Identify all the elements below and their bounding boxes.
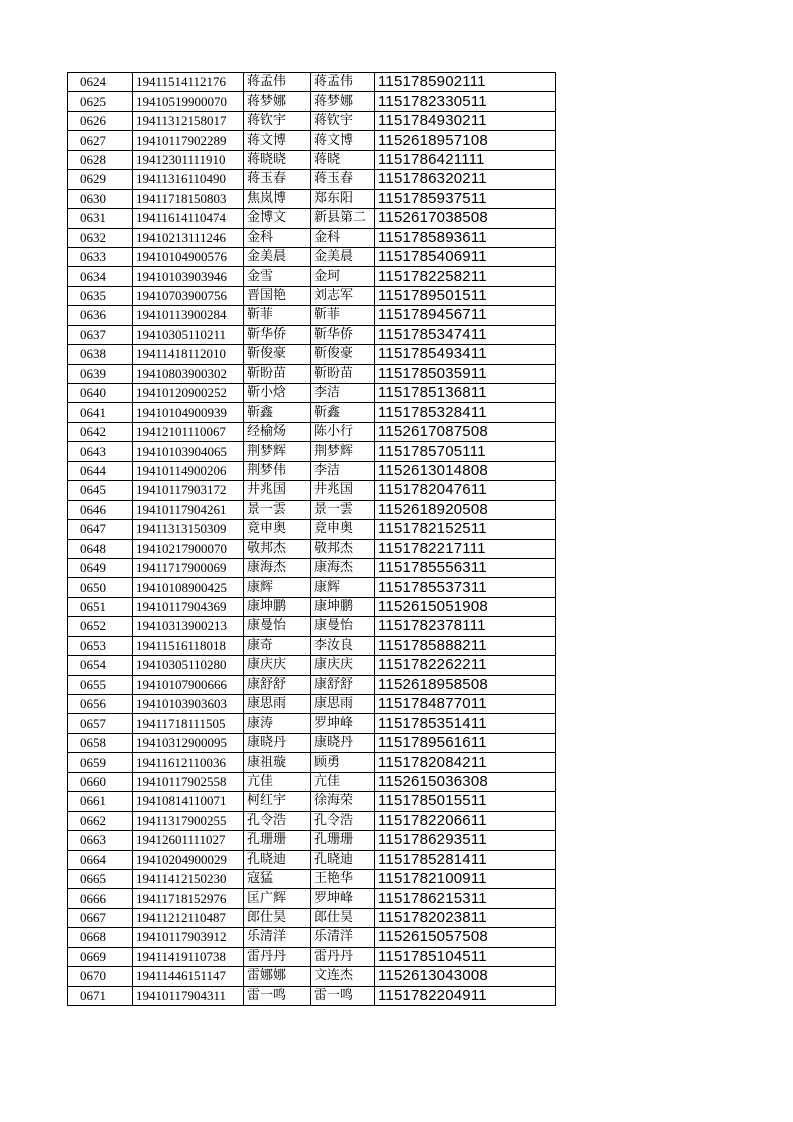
table-row (68, 539, 556, 558)
exam-id-cell: 19411614110474 (133, 209, 244, 228)
exam-id-cell: 19411212110487 (133, 908, 244, 927)
table-row (68, 306, 556, 325)
table-row (68, 597, 556, 616)
contact-name-cell: 文连杰 (311, 967, 375, 986)
account-code-cell: 1152618958508 (375, 675, 556, 694)
student-name-cell: 康晓丹 (244, 733, 311, 752)
contact-name-cell: 蒋钦宇 (311, 111, 375, 130)
exam-id-cell: 19410117904369 (133, 597, 244, 616)
serial-number-cell: 0636 (68, 306, 133, 325)
student-name-cell: 康辉 (244, 578, 311, 597)
table-row (68, 73, 556, 92)
account-code-cell: 1151782152511 (375, 520, 556, 539)
account-code-cell: 1152615057508 (375, 928, 556, 947)
student-name-cell: 康坤鹏 (244, 597, 311, 616)
exam-id-cell: 19410103904065 (133, 442, 244, 461)
student-name-cell: 金雪 (244, 267, 311, 286)
exam-id-cell: 19410104900939 (133, 403, 244, 422)
contact-name-cell: 景一雲 (311, 500, 375, 519)
serial-number-cell: 0625 (68, 92, 133, 111)
student-name-cell: 雷娜娜 (244, 967, 311, 986)
serial-number-cell: 0665 (68, 869, 133, 888)
serial-number-cell: 0631 (68, 209, 133, 228)
account-code-cell: 1152618920508 (375, 500, 556, 519)
table-row (68, 150, 556, 169)
serial-number-cell: 0664 (68, 850, 133, 869)
exam-id-cell: 19410117904261 (133, 500, 244, 519)
exam-id-cell: 19410313900213 (133, 617, 244, 636)
student-name-cell: 孔令浩 (244, 811, 311, 830)
student-name-cell: 乐清洋 (244, 928, 311, 947)
serial-number-cell: 0669 (68, 947, 133, 966)
student-name-cell: 柯红宇 (244, 792, 311, 811)
serial-number-cell: 0642 (68, 422, 133, 441)
exam-id-cell: 19410103903946 (133, 267, 244, 286)
student-name-cell: 孔珊珊 (244, 831, 311, 850)
serial-number-cell: 0649 (68, 558, 133, 577)
table-row (68, 209, 556, 228)
exam-id-cell: 19411718150803 (133, 189, 244, 208)
contact-name-cell: 孔令浩 (311, 811, 375, 830)
account-code-cell: 1151785035911 (375, 364, 556, 383)
exam-id-cell: 19411418112010 (133, 345, 244, 364)
serial-number-cell: 0652 (68, 617, 133, 636)
student-name-cell: 靳华侨 (244, 325, 311, 344)
account-code-cell: 1151786320211 (375, 170, 556, 189)
table-row (68, 636, 556, 655)
account-code-cell: 1151785556311 (375, 558, 556, 577)
table-row (68, 520, 556, 539)
student-name-cell: 井兆国 (244, 481, 311, 500)
contact-name-cell: 罗坤峰 (311, 889, 375, 908)
student-name-cell: 景一雲 (244, 500, 311, 519)
table-row (68, 422, 556, 441)
serial-number-cell: 0668 (68, 928, 133, 947)
student-name-cell: 康奇 (244, 636, 311, 655)
table-row (68, 92, 556, 111)
table-row (68, 617, 556, 636)
contact-name-cell: 乐清洋 (311, 928, 375, 947)
student-name-cell: 经榆炀 (244, 422, 311, 441)
serial-number-cell: 0656 (68, 695, 133, 714)
table-row (68, 364, 556, 383)
student-name-cell: 荆梦辉 (244, 442, 311, 461)
account-code-cell: 1151785281411 (375, 850, 556, 869)
exam-id-cell: 19411419110738 (133, 947, 244, 966)
table-row (68, 247, 556, 266)
table-row (68, 481, 556, 500)
exam-id-cell: 19410107900666 (133, 675, 244, 694)
contact-name-cell: 雷丹丹 (311, 947, 375, 966)
exam-id-cell: 19412101110067 (133, 422, 244, 441)
contact-name-cell: 亢佳 (311, 772, 375, 791)
table-row (68, 189, 556, 208)
contact-name-cell: 金科 (311, 228, 375, 247)
exam-id-cell: 19410117903172 (133, 481, 244, 500)
exam-id-cell: 19410814110071 (133, 792, 244, 811)
account-code-cell: 1151782330511 (375, 92, 556, 111)
table-row (68, 753, 556, 772)
student-name-cell: 靳俊豪 (244, 345, 311, 364)
serial-number-cell: 0639 (68, 364, 133, 383)
table-row (68, 170, 556, 189)
exam-id-cell: 19411717900069 (133, 558, 244, 577)
table-row (68, 131, 556, 150)
student-name-cell: 雷一鸣 (244, 986, 311, 1005)
account-code-cell: 1151782217111 (375, 539, 556, 558)
student-name-cell: 靳鑫 (244, 403, 311, 422)
student-name-cell: 康海杰 (244, 558, 311, 577)
table-row (68, 578, 556, 597)
exam-id-cell: 19410803900302 (133, 364, 244, 383)
student-name-cell: 焦岚博 (244, 189, 311, 208)
exam-id-cell: 19410117902289 (133, 131, 244, 150)
contact-name-cell: 康思雨 (311, 695, 375, 714)
serial-number-cell: 0648 (68, 539, 133, 558)
account-code-cell: 1151785937511 (375, 189, 556, 208)
serial-number-cell: 0643 (68, 442, 133, 461)
account-code-cell: 1151786421111 (375, 150, 556, 169)
contact-name-cell: 李洁 (311, 384, 375, 403)
contact-name-cell: 孔晓迪 (311, 850, 375, 869)
table-row (68, 850, 556, 869)
table-row (68, 947, 556, 966)
account-code-cell: 1152618957108 (375, 131, 556, 150)
student-name-cell: 荆梦伟 (244, 461, 311, 480)
table-row (68, 967, 556, 986)
student-name-cell: 康涛 (244, 714, 311, 733)
serial-number-cell: 0644 (68, 461, 133, 480)
contact-name-cell: 罗坤峰 (311, 714, 375, 733)
contact-name-cell: 顾勇 (311, 753, 375, 772)
contact-name-cell: 康庆庆 (311, 656, 375, 675)
account-code-cell: 1152617038508 (375, 209, 556, 228)
contact-name-cell: 靳盼苗 (311, 364, 375, 383)
contact-name-cell: 靳菲 (311, 306, 375, 325)
table-row (68, 869, 556, 888)
contact-name-cell: 金美晨 (311, 247, 375, 266)
serial-number-cell: 0660 (68, 772, 133, 791)
exam-id-cell: 19411514112176 (133, 73, 244, 92)
exam-id-cell: 19411718111505 (133, 714, 244, 733)
student-name-cell: 雷丹丹 (244, 947, 311, 966)
exam-id-cell: 19411412150230 (133, 869, 244, 888)
exam-id-cell: 19410305110280 (133, 656, 244, 675)
exam-id-cell: 19410117904311 (133, 986, 244, 1005)
exam-id-cell: 19410114900206 (133, 461, 244, 480)
table-row (68, 286, 556, 305)
table-row (68, 714, 556, 733)
student-name-cell: 靳小焓 (244, 384, 311, 403)
serial-number-cell: 0638 (68, 345, 133, 364)
serial-number-cell: 0637 (68, 325, 133, 344)
account-code-cell: 1151782258211 (375, 267, 556, 286)
contact-name-cell: 康辉 (311, 578, 375, 597)
account-code-cell: 1152615051908 (375, 597, 556, 616)
exam-id-cell: 19411312158017 (133, 111, 244, 130)
account-code-cell: 1152615036308 (375, 772, 556, 791)
table-row (68, 228, 556, 247)
exam-id-cell: 19411612110036 (133, 753, 244, 772)
student-name-cell: 金科 (244, 228, 311, 247)
serial-number-cell: 0635 (68, 286, 133, 305)
contact-name-cell: 井兆国 (311, 481, 375, 500)
contact-name-cell: 郑东阳 (311, 189, 375, 208)
student-name-cell: 康舒舒 (244, 675, 311, 694)
contact-name-cell: 蒋文博 (311, 131, 375, 150)
table-row (68, 656, 556, 675)
contact-name-cell: 蒋孟伟 (311, 73, 375, 92)
serial-number-cell: 0633 (68, 247, 133, 266)
table-row (68, 986, 556, 1005)
exam-id-cell: 19411313150309 (133, 520, 244, 539)
student-name-cell: 康曼怡 (244, 617, 311, 636)
exam-id-cell: 19412301111910 (133, 150, 244, 169)
student-name-cell: 康思雨 (244, 695, 311, 714)
contact-name-cell: 陈小行 (311, 422, 375, 441)
serial-number-cell: 0646 (68, 500, 133, 519)
contact-name-cell: 康舒舒 (311, 675, 375, 694)
contact-name-cell: 王艳华 (311, 869, 375, 888)
exam-id-cell: 19410117902558 (133, 772, 244, 791)
serial-number-cell: 0671 (68, 986, 133, 1005)
table-row (68, 695, 556, 714)
serial-number-cell: 0651 (68, 597, 133, 616)
account-code-cell: 1151789561611 (375, 733, 556, 752)
serial-number-cell: 0645 (68, 481, 133, 500)
exam-id-cell: 19410213111246 (133, 228, 244, 247)
student-name-cell: 蒋孟伟 (244, 73, 311, 92)
account-code-cell: 1151784930211 (375, 111, 556, 130)
exam-id-cell: 19412601111027 (133, 831, 244, 850)
serial-number-cell: 0662 (68, 811, 133, 830)
exam-id-cell: 19410103903603 (133, 695, 244, 714)
table-row (68, 733, 556, 752)
account-code-cell: 1151785328411 (375, 403, 556, 422)
student-name-cell: 康祖璇 (244, 753, 311, 772)
account-code-cell: 1151784877011 (375, 695, 556, 714)
serial-number-cell: 0627 (68, 131, 133, 150)
table-row (68, 500, 556, 519)
serial-number-cell: 0630 (68, 189, 133, 208)
account-code-cell: 1151782262211 (375, 656, 556, 675)
student-name-cell: 蒋文博 (244, 131, 311, 150)
contact-name-cell: 徐海荣 (311, 792, 375, 811)
student-name-cell: 竟申奥 (244, 520, 311, 539)
exam-id-cell: 19410519900070 (133, 92, 244, 111)
exam-id-cell: 19411516118018 (133, 636, 244, 655)
serial-number-cell: 0666 (68, 889, 133, 908)
serial-number-cell: 0654 (68, 656, 133, 675)
serial-number-cell: 0670 (68, 967, 133, 986)
contact-name-cell: 靳华侨 (311, 325, 375, 344)
exam-id-cell: 19410104900576 (133, 247, 244, 266)
table-row (68, 325, 556, 344)
serial-number-cell: 0661 (68, 792, 133, 811)
contact-name-cell: 新县第二 (311, 209, 375, 228)
table-row (68, 267, 556, 286)
account-code-cell: 1151789501511 (375, 286, 556, 305)
exam-id-cell: 19410312900095 (133, 733, 244, 752)
student-name-cell: 蒋晓晓 (244, 150, 311, 169)
account-code-cell: 1151782204911 (375, 986, 556, 1005)
account-code-cell: 1151785104511 (375, 947, 556, 966)
account-code-cell: 1151782206611 (375, 811, 556, 830)
serial-number-cell: 0634 (68, 267, 133, 286)
student-name-cell: 寇猛 (244, 869, 311, 888)
exam-id-cell: 19411718152976 (133, 889, 244, 908)
contact-name-cell: 蒋晓 (311, 150, 375, 169)
contact-name-cell: 蒋梦娜 (311, 92, 375, 111)
exam-id-cell: 19410217900070 (133, 539, 244, 558)
student-name-cell: 康庆庆 (244, 656, 311, 675)
serial-number-cell: 0657 (68, 714, 133, 733)
table-row (68, 384, 556, 403)
student-name-cell: 金美晨 (244, 247, 311, 266)
contact-name-cell: 康曼怡 (311, 617, 375, 636)
serial-number-cell: 0650 (68, 578, 133, 597)
account-code-cell: 1151782047611 (375, 481, 556, 500)
serial-number-cell: 0667 (68, 908, 133, 927)
serial-number-cell: 0653 (68, 636, 133, 655)
table-row (68, 442, 556, 461)
serial-number-cell: 0641 (68, 403, 133, 422)
account-code-cell: 1151782378111 (375, 617, 556, 636)
serial-number-cell: 0647 (68, 520, 133, 539)
exam-id-cell: 19411317900255 (133, 811, 244, 830)
exam-id-cell: 19410703900756 (133, 286, 244, 305)
student-name-cell: 敬邦杰 (244, 539, 311, 558)
table-row (68, 345, 556, 364)
account-code-cell: 1151785347411 (375, 325, 556, 344)
table-body (68, 73, 556, 1006)
exam-id-cell: 19410117903912 (133, 928, 244, 947)
serial-number-cell: 0655 (68, 675, 133, 694)
student-name-cell: 孔晓迪 (244, 850, 311, 869)
account-code-cell: 1151785136811 (375, 384, 556, 403)
contact-name-cell: 孔珊珊 (311, 831, 375, 850)
serial-number-cell: 0624 (68, 73, 133, 92)
table-row (68, 831, 556, 850)
exam-id-cell: 19411316110490 (133, 170, 244, 189)
account-code-cell: 1151785351411 (375, 714, 556, 733)
account-code-cell: 1152613043008 (375, 967, 556, 986)
table-row (68, 461, 556, 480)
contact-name-cell: 雷一鸣 (311, 986, 375, 1005)
exam-id-cell: 19410108900425 (133, 578, 244, 597)
student-name-cell: 金博文 (244, 209, 311, 228)
account-code-cell: 1151785406911 (375, 247, 556, 266)
contact-name-cell: 刘志军 (311, 286, 375, 305)
table-row (68, 772, 556, 791)
table-row (68, 403, 556, 422)
student-name-cell: 蒋钦宇 (244, 111, 311, 130)
contact-name-cell: 康海杰 (311, 558, 375, 577)
table-row (68, 889, 556, 908)
serial-number-cell: 0632 (68, 228, 133, 247)
serial-number-cell: 0640 (68, 384, 133, 403)
contact-name-cell: 金珂 (311, 267, 375, 286)
table-row (68, 928, 556, 947)
exam-id-cell: 19410305110211 (133, 325, 244, 344)
exam-id-cell: 19410120900252 (133, 384, 244, 403)
table-row (68, 111, 556, 130)
account-code-cell: 1151786293511 (375, 831, 556, 850)
contact-name-cell: 李汝良 (311, 636, 375, 655)
table-row (68, 811, 556, 830)
exam-id-cell: 19410204900029 (133, 850, 244, 869)
account-code-cell: 1151782023811 (375, 908, 556, 927)
table-row (68, 908, 556, 927)
contact-name-cell: 靳鑫 (311, 403, 375, 422)
registration-table (67, 72, 556, 1006)
table-row (68, 792, 556, 811)
exam-id-cell: 19410113900284 (133, 306, 244, 325)
contact-name-cell: 靳俊豪 (311, 345, 375, 364)
serial-number-cell: 0628 (68, 150, 133, 169)
serial-number-cell: 0629 (68, 170, 133, 189)
serial-number-cell: 0659 (68, 753, 133, 772)
contact-name-cell: 郎仕昊 (311, 908, 375, 927)
account-code-cell: 1151785888211 (375, 636, 556, 655)
serial-number-cell: 0663 (68, 831, 133, 850)
serial-number-cell: 0626 (68, 111, 133, 130)
account-code-cell: 1151782084211 (375, 753, 556, 772)
account-code-cell: 1151785902111 (375, 73, 556, 92)
account-code-cell: 1152613014808 (375, 461, 556, 480)
account-code-cell: 1152617087508 (375, 422, 556, 441)
student-name-cell: 靳盼苗 (244, 364, 311, 383)
student-name-cell: 靳菲 (244, 306, 311, 325)
contact-name-cell: 蒋玉春 (311, 170, 375, 189)
serial-number-cell: 0658 (68, 733, 133, 752)
account-code-cell: 1151785015511 (375, 792, 556, 811)
table-row (68, 558, 556, 577)
student-name-cell: 郎仕昊 (244, 908, 311, 927)
account-code-cell: 1151786215311 (375, 889, 556, 908)
contact-name-cell: 康坤鹏 (311, 597, 375, 616)
account-code-cell: 1151782100911 (375, 869, 556, 888)
account-code-cell: 1151785893611 (375, 228, 556, 247)
contact-name-cell: 李洁 (311, 461, 375, 480)
student-name-cell: 亢佳 (244, 772, 311, 791)
contact-name-cell: 荆梦辉 (311, 442, 375, 461)
account-code-cell: 1151789456711 (375, 306, 556, 325)
contact-name-cell: 竟申奥 (311, 520, 375, 539)
student-name-cell: 蒋梦娜 (244, 92, 311, 111)
account-code-cell: 1151785537311 (375, 578, 556, 597)
contact-name-cell: 敬邦杰 (311, 539, 375, 558)
exam-id-cell: 19411446151147 (133, 967, 244, 986)
student-name-cell: 晋国艳 (244, 286, 311, 305)
account-code-cell: 1151785493411 (375, 345, 556, 364)
account-code-cell: 1151785705111 (375, 442, 556, 461)
student-name-cell: 蒋玉春 (244, 170, 311, 189)
student-name-cell: 匡广辉 (244, 889, 311, 908)
contact-name-cell: 康晓丹 (311, 733, 375, 752)
table-row (68, 675, 556, 694)
